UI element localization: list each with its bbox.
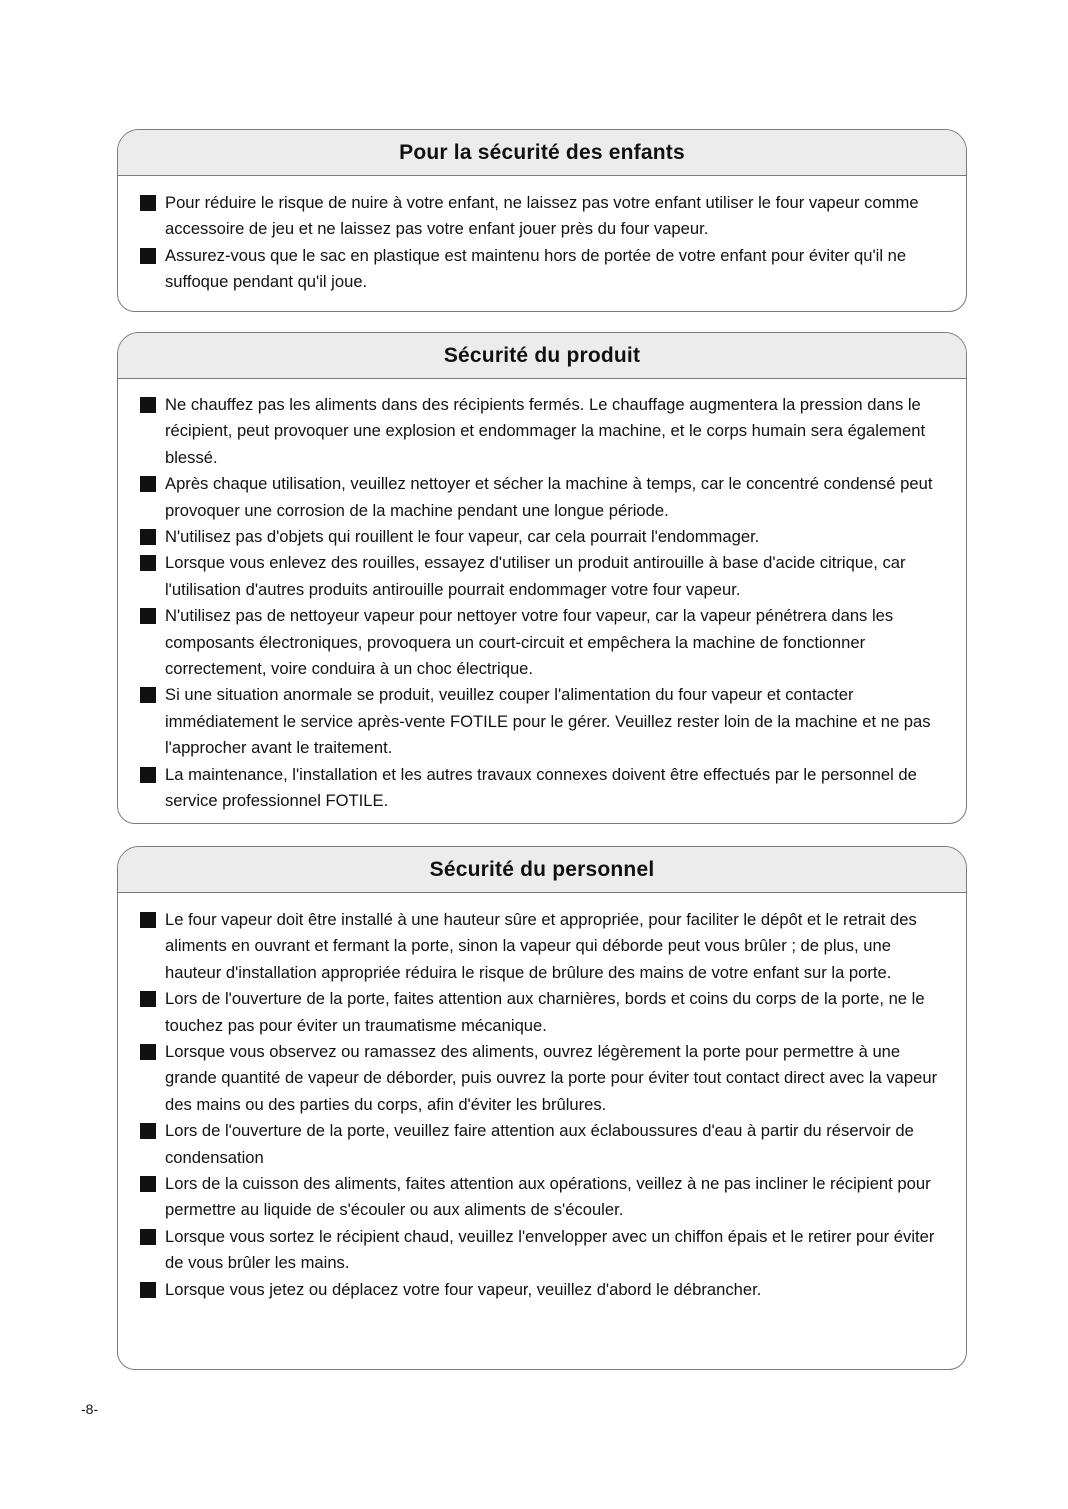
list-item-text: Lorsque vous sortez le récipient chaud, veuillez l'envelopper avec un chiffon épais et le retirer pour éviter de vous brûler les mains. bbox=[165, 1226, 935, 1273]
list-item-text: Lorsque vous jetez ou déplacez votre four vapeur, veuillez d'abord le débrancher. bbox=[165, 1279, 762, 1299]
section-personal-safety bbox=[117, 846, 967, 1370]
section-product-safety bbox=[117, 332, 967, 824]
list-item bbox=[140, 603, 950, 682]
list-item bbox=[140, 1277, 950, 1303]
section-title: Pour la sécurité des enfants bbox=[118, 130, 966, 176]
square-bullet-icon bbox=[140, 555, 156, 571]
square-bullet-icon bbox=[140, 912, 156, 928]
list-item-text: Lorsque vous enlevez des rouilles, essayez d'utiliser un produit antirouille à base d'acide citrique, car l'utilisation d'autres produits antirouille pourrait endommager votre four vapeur. bbox=[165, 553, 906, 599]
list-item bbox=[140, 907, 950, 986]
section-title: Sécurité du produit bbox=[118, 333, 966, 379]
list-item bbox=[140, 1039, 950, 1118]
square-bullet-icon bbox=[140, 529, 156, 545]
list-item bbox=[140, 1224, 950, 1277]
square-bullet-icon bbox=[140, 397, 156, 413]
square-bullet-icon bbox=[140, 1123, 156, 1139]
list-item-text: Assurez-vous que le sac en plastique est maintenu hors de portée de votre enfant pour éviter qu'il ne suffoque pendant qu'il joue. bbox=[165, 245, 907, 292]
square-bullet-icon bbox=[140, 195, 156, 211]
square-bullet-icon bbox=[140, 1229, 156, 1245]
list-item bbox=[140, 550, 950, 603]
square-bullet-icon bbox=[140, 248, 156, 264]
list-item bbox=[140, 524, 950, 550]
square-bullet-icon bbox=[140, 1176, 156, 1192]
list-item-text: Lors de l'ouverture de la porte, faites attention aux charnières, bords et coins du corps de la porte, ne le touchez pas pour éviter un traumatisme mécanique. bbox=[165, 989, 925, 1035]
list-item-text: Ne chauffez pas les aliments dans des récipients fermés. Le chauffage augmentera la pression dans le récipient, peut provoquer une explosion et endommager la machine, et le corps humain sera également blessé. bbox=[165, 395, 926, 467]
list-item bbox=[140, 1171, 950, 1224]
square-bullet-icon bbox=[140, 608, 156, 624]
section-title: Sécurité du personnel bbox=[118, 847, 966, 893]
list-item-text: Le four vapeur doit être installé à une hauteur sûre et appropriée, pour faciliter le dépôt et le retrait des aliments en ouvrant et fermant la porte, sinon la vapeur qui déborde peut vous brûler ; de plus, une hauteur d'installation appropriée réduira le risque de brûlure des mains de votre enfant sur la porte. bbox=[165, 910, 917, 982]
square-bullet-icon bbox=[140, 767, 156, 783]
list-item-text: La maintenance, l'installation et les autres travaux connexes doivent être effectués par le personnel de service professionnel FOTILE. bbox=[165, 764, 917, 811]
list-item-text: Pour réduire le risque de nuire à votre enfant, ne laissez pas votre enfant utiliser le four vapeur comme accessoire de jeu et ne laissez pas votre enfant jouer près du four vapeur. bbox=[165, 193, 919, 239]
square-bullet-icon bbox=[140, 476, 156, 492]
list-item-text: Lors de la cuisson des aliments, faites attention aux opérations, veillez à ne pas incliner le récipient pour permettre au liquide de s'écouler ou aux aliments de s'écouler. bbox=[165, 1174, 931, 1220]
page-number: -8- bbox=[81, 1401, 99, 1417]
list-item-text: Lorsque vous observez ou ramassez des aliments, ouvrez légèrement la porte pour permettre à une grande quantité de vapeur de déborder, puis ouvrez la porte pour éviter tout contact direct avec la vapeur des mains ou des parties du corps, afin d'éviter les brûlures. bbox=[165, 1042, 938, 1114]
section-list bbox=[118, 893, 966, 1303]
list-item-text: N'utilisez pas d'objets qui rouillent le four vapeur, car cela pourrait l'endommager. bbox=[165, 527, 760, 547]
list-item bbox=[140, 986, 950, 1039]
square-bullet-icon bbox=[140, 991, 156, 1007]
list-item-text: Lors de l'ouverture de la porte, veuillez faire attention aux éclaboussures d'eau à partir du réservoir de condensation bbox=[165, 1121, 914, 1167]
list-item bbox=[140, 392, 950, 471]
list-item-text: Si une situation anormale se produit, veuillez couper l'alimentation du four vapeur et contacter immédiatement le service après-vente FOTILE pour le gérer. Veuillez rester loin de la machine et ne pas l'approcher avant le traitement. bbox=[165, 685, 931, 758]
list-item bbox=[140, 243, 950, 296]
list-item-text: Après chaque utilisation, veuillez nettoyer et sécher la machine à temps, car le concentré condensé peut provoquer une corrosion de la machine pendant une longue période. bbox=[165, 474, 933, 520]
square-bullet-icon bbox=[140, 1044, 156, 1060]
section-child-safety bbox=[117, 129, 967, 312]
list-item bbox=[140, 762, 950, 815]
square-bullet-icon bbox=[140, 687, 156, 703]
list-item-text: N'utilisez pas de nettoyeur vapeur pour nettoyer votre four vapeur, car la vapeur pénétrera dans les composants électroniques, provoquera un court-circuit et empêchera la machine de fonctionner correctement, voire conduira à un choc électrique. bbox=[165, 606, 894, 679]
list-item bbox=[140, 471, 950, 524]
square-bullet-icon bbox=[140, 1282, 156, 1298]
section-list bbox=[118, 379, 966, 815]
list-item bbox=[140, 190, 950, 243]
list-item bbox=[140, 1118, 950, 1171]
list-item bbox=[140, 682, 950, 761]
section-list bbox=[118, 176, 966, 296]
